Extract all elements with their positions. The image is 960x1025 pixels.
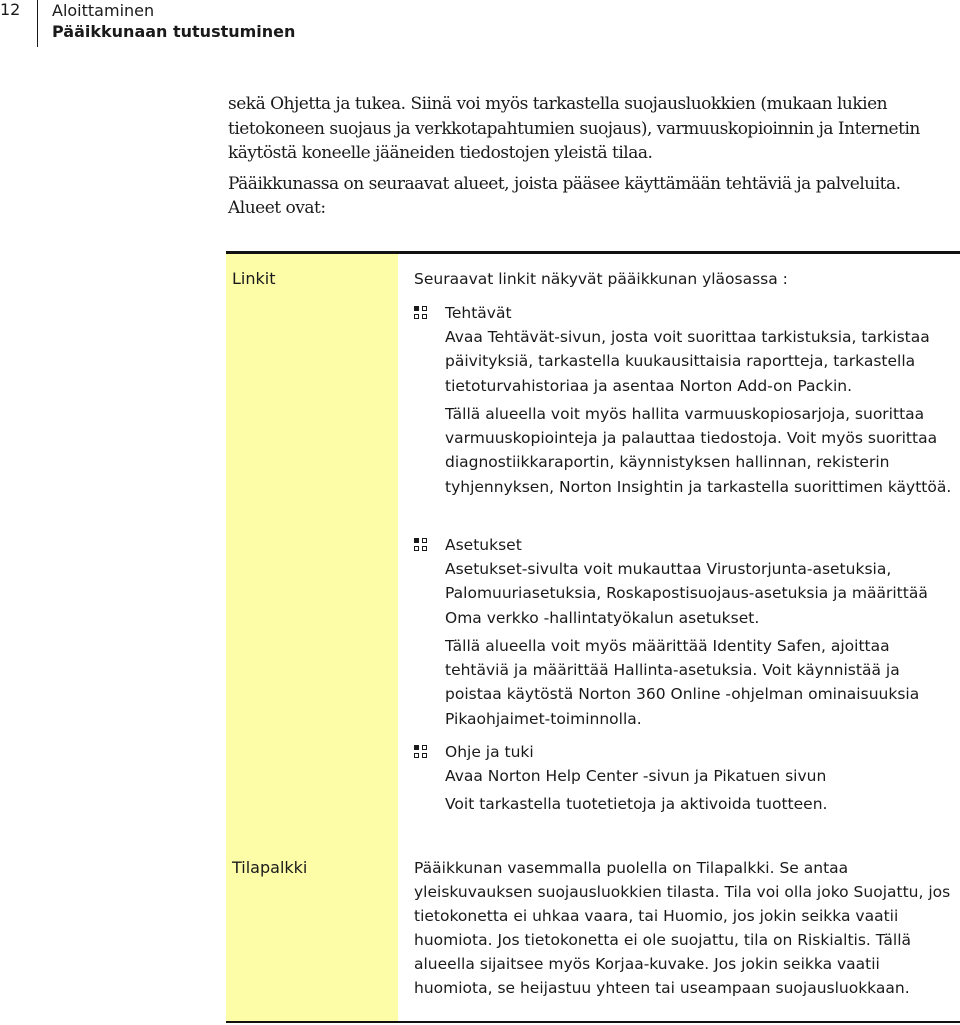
link-title-tehtavat: Tehtävät — [445, 304, 512, 322]
checklist-bullet-icon — [414, 306, 428, 320]
asetukset-description-1: Asetukset-sivulta voit mukauttaa Virustorjunta-asetuksia, Palomuuriasetuksia, Roskapostisuojaus-asetuksia ja määrittää Oma verkko -hallintatyökalun asetukset. — [445, 560, 928, 627]
checklist-bullet-icon — [414, 745, 428, 759]
link-title-ohje-ja-tuki: Ohje ja tuki — [445, 743, 534, 761]
link-item-tehtavat — [414, 301, 958, 503]
tehtavat-description-2: Tällä alueella voit myös hallita varmuuskopiosarjoja, suorittaa varmuuskopiointeja ja palauttaa tiedostoja. Voit myös suorittaa diagnostiikkaraportin, käynnistyksen hallinnan, rekisterin tyhjennyksen, Norton Insightin ja tarkastella suorittimen käyttöä. — [445, 404, 952, 496]
tehtavat-description-1: Avaa Tehtävät-sivun, josta voit suorittaa tarkistuksia, tarkistaa päivityksiä, tarkastella kuukausittaisia raportteja, tarkastella tietoturvahistoriaa ja asentaa Norton Add-on Packin. — [445, 328, 930, 395]
intro-text — [228, 92, 958, 221]
asetukset-description-2: Tällä alueella voit myös määrittää Identity Safen, ajoittaa tehtäviä ja määrittää Hallinta-asetuksia. Voit käynnistää ja poistaa käytöstä Norton 360 Online -ohjelman ominaisuuksia Pikaohjaimet-toiminnolla. — [445, 636, 920, 728]
checklist-bullet-icon — [414, 538, 428, 552]
link-item-asetukset — [414, 533, 958, 735]
ohje-description-1: Avaa Norton Help Center -sivun ja Pikatuen sivun — [445, 767, 827, 785]
term-linkit: Linkit — [232, 269, 276, 288]
link-item-ohje-ja-tuki — [414, 740, 958, 821]
term-tilapalkki: Tilapalkki — [232, 858, 308, 877]
intro-paragraph-1: sekä Ohjetta ja tukea. Siinä voi myös tarkastella suojausluokkien (mukaan lukien tietokoneen suojaus ja verkkotapahtumien suojaus), varmuuskopioinnin ja Internetin käytöstä koneelle jääneiden tiedostojen yleistä tilaa. — [228, 94, 920, 163]
ohje-description-2: Voit tarkastella tuotetietoja ja aktivoida tuotteen. — [445, 795, 828, 814]
header-divider — [37, 0, 38, 47]
table-bottom-rule — [226, 1021, 960, 1023]
intro-paragraph-2: Pääikkunassa on seuraavat alueet, joista pääsee käyttämään tehtäviä ja palveluita. Alueet ovat: — [228, 173, 901, 218]
linkit-intro: Seuraavat linkit näkyvät pääikkunan yläosassa : — [414, 270, 788, 288]
link-title-asetukset: Asetukset — [445, 536, 522, 554]
term-column-band — [226, 254, 398, 1021]
running-header — [52, 0, 295, 42]
chapter-title: Aloittaminen — [52, 1, 155, 20]
tilapalkki-description: Pääikkunan vasemmalla puolella on Tilapalkki. Se antaa yleiskuvauksen suojausluokkien tilasta. Tila voi olla joko Suojattu, jos tietokonetta ei uhkaa vaara, tai Huomio, jos jokin seikka vaatii huomiota. Jos tietokonetta ei ole suojattu, tila on Riskialtis. Tällä alueella sijaitsee myös Korjaa-kuvake. Jos jokin seikka vaatii huomiota, se heijastuu yhteen tai useampaan suojausluokkaan. — [414, 859, 951, 997]
page-number: 12 — [0, 0, 21, 19]
section-title: Pääikkunaan tutustuminen — [52, 22, 296, 41]
